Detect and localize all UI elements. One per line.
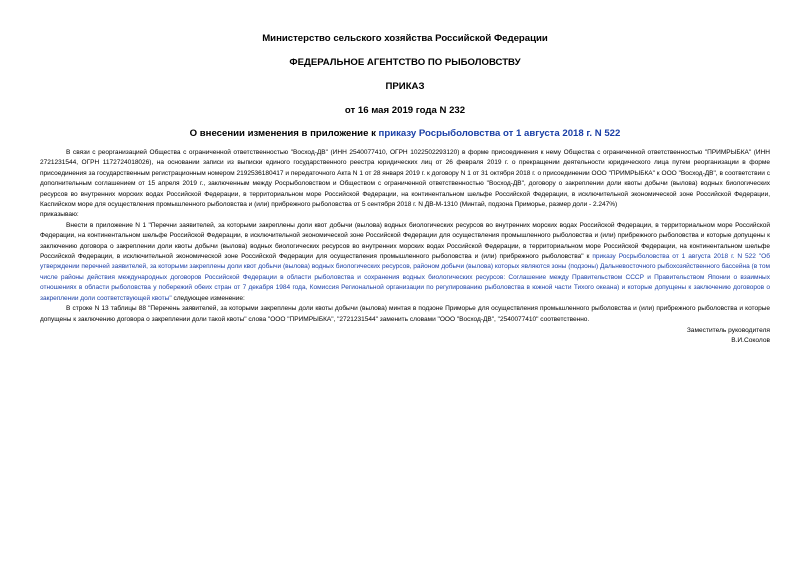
paragraph-amendment — [40, 221, 770, 304]
order-522-link[interactable]: приказу Росрыболовства от 1 августа 2018 г. N 522 "Об утверждении перечней заявителей, за которыми закреплены доли квот добычи (вылова) водных биологических ресурсов, районом добычи (вылова) которых являются зоны (подзоны) Дальневосточного рыбохозяйственного бассейна (в том числе районы действия международных договоров Российской Федерации в области рыболовства и сохранения водных биологических ресурсов: Соглашение между Правительством СССР и Правительством Японии о взаимных отношениях в области рыболовства у побережий обеих стран от 7 декабря 1984 года, Комиссия Региональной организации по регулированию рыболовства в южной части Тихого океана) и которые допущены к заключению договоров о закреплении доли соответствующей квоты" — [40, 253, 770, 302]
paragraph-amendment-text: Внести в приложение N 1 "Перечни заявителей, за которыми закреплены доли квот добычи (вылова) водных биологических ресурсов во внутренних морских водах Российской Федерации, в территориальном море Российской Федерации, на континентальном шельфе Российской Федерации, в исключительной экономической зоне Российской Федерации для осуществления промышленного рыболовства и (или) прибрежного рыболовства и которые допущены к заключению договора о закреплении доли квоты добычи (вылова) водных биологических ресурсов во внутренних морских водах Российской Федерации, в территориальном море Российской Федерации, на континентальном шельфе Российской Федерации, в исключительной экономической зоне Российской Федерации для осуществления промышленного рыболовства и (или) прибрежного рыболовства" к — [40, 221, 770, 261]
document — [40, 33, 770, 347]
signature-position: Заместитель руководителя — [686, 326, 770, 334]
paragraph-amendment-tail: следующее изменение: — [171, 294, 245, 302]
ministry-heading: Министерство сельского хозяйства Российской Федерации — [262, 33, 548, 44]
paragraph-row-13: В строке N 13 таблицы 88 "Перечень заявителей, за которыми закреплены доли квоты добычи (вылова) минтая в подзоне Приморье для осуществления промышленного рыболовства и (или) прибрежного рыболовства и которые допущены к заключению договора о закреплении доли такой квоты" слова "ООО "ПРИМРЫБКА", "2721231544" заменить словами "ООО "Восход-ДВ", "2540077410" соответственно. — [40, 305, 770, 323]
signature-block — [40, 326, 770, 347]
agency-heading: ФЕДЕРАЛЬНОЕ АГЕНТСТВО ПО РЫБОЛОВСТВУ — [289, 57, 521, 68]
date-number-heading: от 16 мая 2019 года N 232 — [344, 105, 466, 116]
paragraph-preamble: В связи с реорганизацией Общества с ограниченной ответственностью "Восход-ДВ" (ИНН 2540077410, ОГРН 1022502293120) в форме присоединения к нему Общества с ограниченной ответственностью "ПРИМРЫБКА" (ИНН 2721231544, ОГРН 1172724018026), на основании записи из выписки единого государственного реестра юридических лиц от 26 февраля 2019 г. о прекращении деятельности юридического лица путем реорганизации в форме присоединения за государственным регистрационным номером 2192536180417 и передаточного Акта N 1 от 28 января 2019 г. к договору N 1 от 31 октября 2018 г. о присоединении ООО "ПРИМРЫБКА" к ООО "Восход-ДВ", в соответствии с дополнительным соглашением от 15 апреля 2019 г., заключенным между Росрыболовством и Обществом с ограниченной ответственностью "Восход-ДВ", договору о закреплении доли квоты добычи (вылова) водных биологических ресурсов во внутренних морских водах Российской Федерации, в территориальном море Российской Федерации, на континентальном шельфе Российской Федерации, в исключительной экономической зоне Российской Федерации, Каспийском море для осуществления промышленного рыболовства и (или) прибрежного рыболовства от 5 сентября 2018 г. N ДВ-М-1310 (Минтай, подзона Приморье, размер доли - 2.247%) — [40, 149, 770, 209]
document-body — [40, 148, 770, 325]
subject-link[interactable]: приказу Росрыболовства от 1 августа 2018 г. N 522 — [378, 128, 621, 139]
subject-heading — [40, 128, 770, 140]
order-word: приказываю: — [40, 211, 79, 219]
doc-type-heading: ПРИКАЗ — [385, 81, 425, 92]
signature-name: В.И.Соколов — [731, 337, 770, 345]
subject-prefix: О внесении изменения в приложение к — [189, 128, 379, 139]
